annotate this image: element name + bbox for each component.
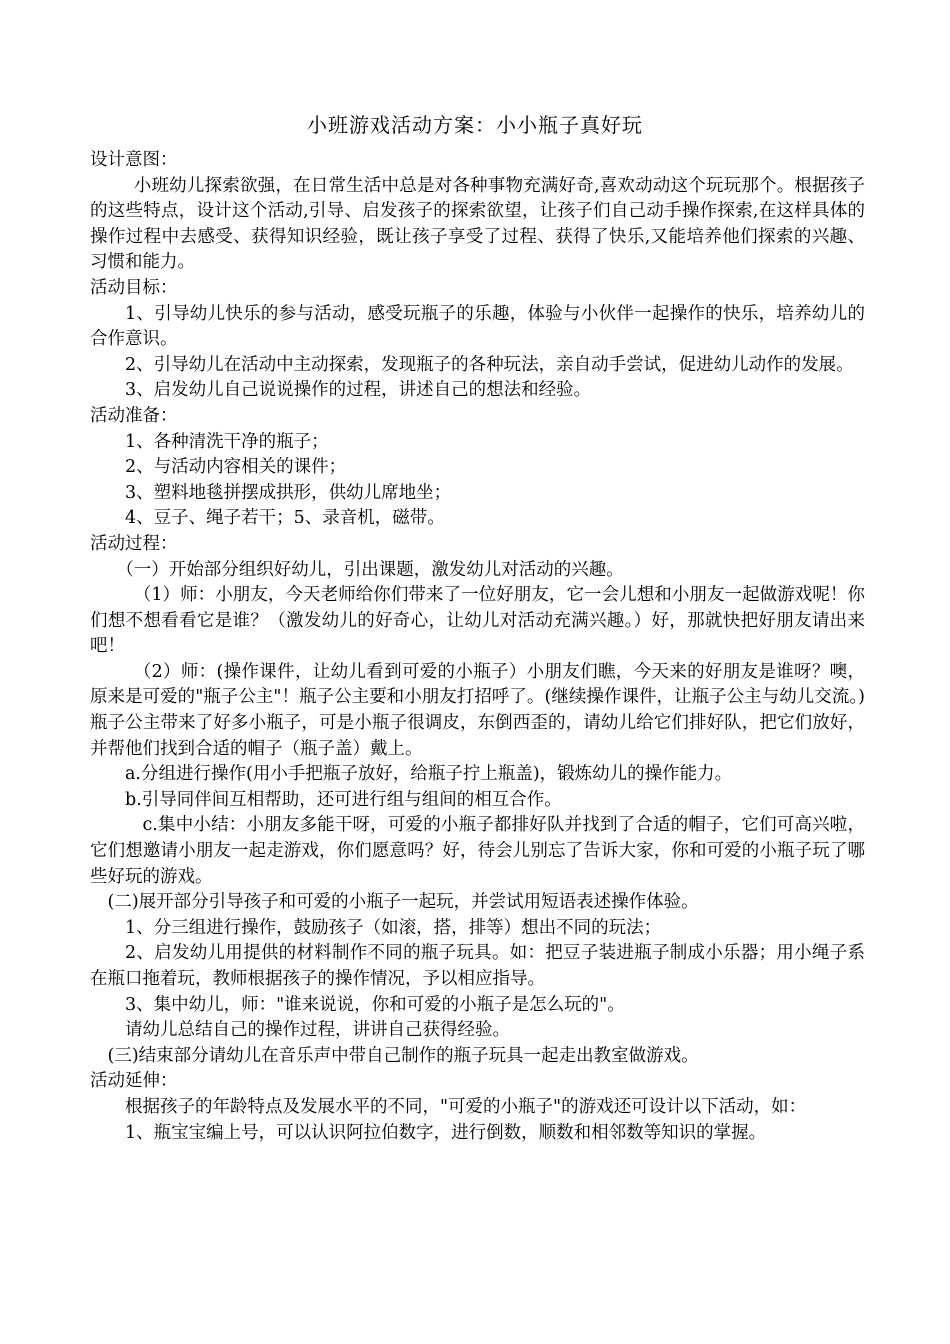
section-heading: 活动延伸：: [90, 1071, 178, 1092]
body-paragraph: 2、启发幼儿用提供的材料制作不同的瓶子玩具。如：把豆子装进瓶子制成小乐器；用小绳子系在瓶口拖着玩，教师根据孩子的操作情况，予以相应指导。: [90, 943, 865, 989]
section-heading: 活动过程：: [90, 533, 178, 554]
body-paragraph: (三)结束部分请幼儿在音乐声中带自己制作的瓶子玩具一起走出教室做游戏。: [107, 1045, 699, 1066]
body-paragraph: 3、塑料地毯拼摆成拱形，供幼儿席地坐；: [125, 482, 452, 503]
body-paragraph: 2、与活动内容相关的课件；: [125, 457, 347, 478]
body-paragraph: 3、启发幼儿自己说说操作的过程，讲述自己的想法和经验。: [125, 380, 592, 401]
section-heading: 设计意图：: [90, 150, 178, 170]
document-title: 小班游戏活动方案：小小瓶子真好玩: [307, 113, 643, 137]
body-paragraph: a.分组进行操作(用小手把瓶子放好，给瓶子拧上瓶盖)，锻炼幼儿的操作能力。: [125, 764, 733, 785]
document-body: [90, 148, 865, 1146]
body-paragraph: 小班幼儿探索欲强，在日常生活中总是对各种事物充满好奇,喜欢动动这个玩玩那个。根据孩子的这些特点，设计这个活动,引导、启发孩子的探索欲望，让孩子们自己动手操作探索,在这样具体的操作过程中去感受、获得知识经验，既让孩子享受了过程、获得了快乐,又能培养他们探索的兴趣、习惯和能力。: [90, 175, 865, 273]
body-paragraph: （一）开始部分组织好幼儿，引出课题，激发幼儿对活动的兴趣。: [116, 559, 624, 580]
section-heading: 活动目标：: [90, 277, 178, 298]
body-paragraph: （1）师：小朋友，今天老师给你们带来了一位好朋友，它一会儿想和小朋友一起做游戏呢！你们想不想看看它是谁？（激发幼儿的好奇心，让幼儿对活动充满兴趣。）好，那就快把好朋友请出来吧！: [90, 585, 865, 657]
body-paragraph: (二)展开部分引导孩子和可爱的小瓶子一起玩，并尝试用短语表述操作体验。: [107, 892, 699, 913]
body-paragraph: 3、集中幼儿，师："谁来说说，你和可爱的小瓶子是怎么玩的"。: [125, 994, 625, 1015]
body-paragraph: 1、引导幼儿快乐的参与活动，感受玩瓶子的乐趣，体验与小伙伴一起操作的快乐，培养幼儿的合作意识。: [90, 303, 865, 350]
body-paragraph: 2、引导幼儿在活动中主动探索，发现瓶子的各种玩法，亲自动手尝试，促进幼儿动作的发展。: [125, 354, 854, 375]
body-paragraph: c.集中小结：小朋友多能干呀，可爱的小瓶子都排好队并找到了合适的帽子，它们可高兴啦，它们想邀请小朋友一起走游戏，你们愿意吗？好，待会儿别忘了告诉大家，你和可爱的小瓶子玩了哪些好玩的游戏。: [90, 815, 865, 887]
body-paragraph: 1、各种清洗干净的瓶子；: [125, 431, 329, 452]
body-paragraph: 根据孩子的年龄特点及发展水平的不同，"可爱的小瓶子"的游戏还可设计以下活动，如：: [125, 1096, 807, 1117]
body-paragraph: 1、瓶宝宝编上号，可以认识阿拉伯数字，进行倒数，顺数和相邻数等知识的掌握。: [125, 1122, 767, 1143]
body-paragraph: 4、豆子、绳子若干；5、录音机，磁带。: [125, 508, 445, 529]
body-paragraph: b.引导同伴间互相帮助，还可进行组与组间的相互合作。: [125, 789, 562, 810]
section-heading: 活动准备：: [90, 405, 178, 426]
body-paragraph: 请幼儿总结自己的操作过程，讲讲自己获得经验。: [125, 1020, 510, 1041]
body-paragraph: （2）师：(操作课件，让幼儿看到可爱的小瓶子）小朋友们瞧，今天来的好朋友是谁呀？噢，原来是可爱的"瓶子公主"！瓶子公主要和小朋友打招呼了。(继续操作课件，让瓶子公主与幼儿交流。)瓶子公主带来了好多小瓶子，可是小瓶子很调皮，东倒西歪的，请幼儿给它们排好队，把它们放好，并帮他们找到合适的帽子（瓶子盖）戴上。: [90, 661, 865, 759]
body-paragraph: 1、分三组进行操作，鼓励孩子（如滚，搭，排等）想出不同的玩法；: [125, 917, 662, 938]
